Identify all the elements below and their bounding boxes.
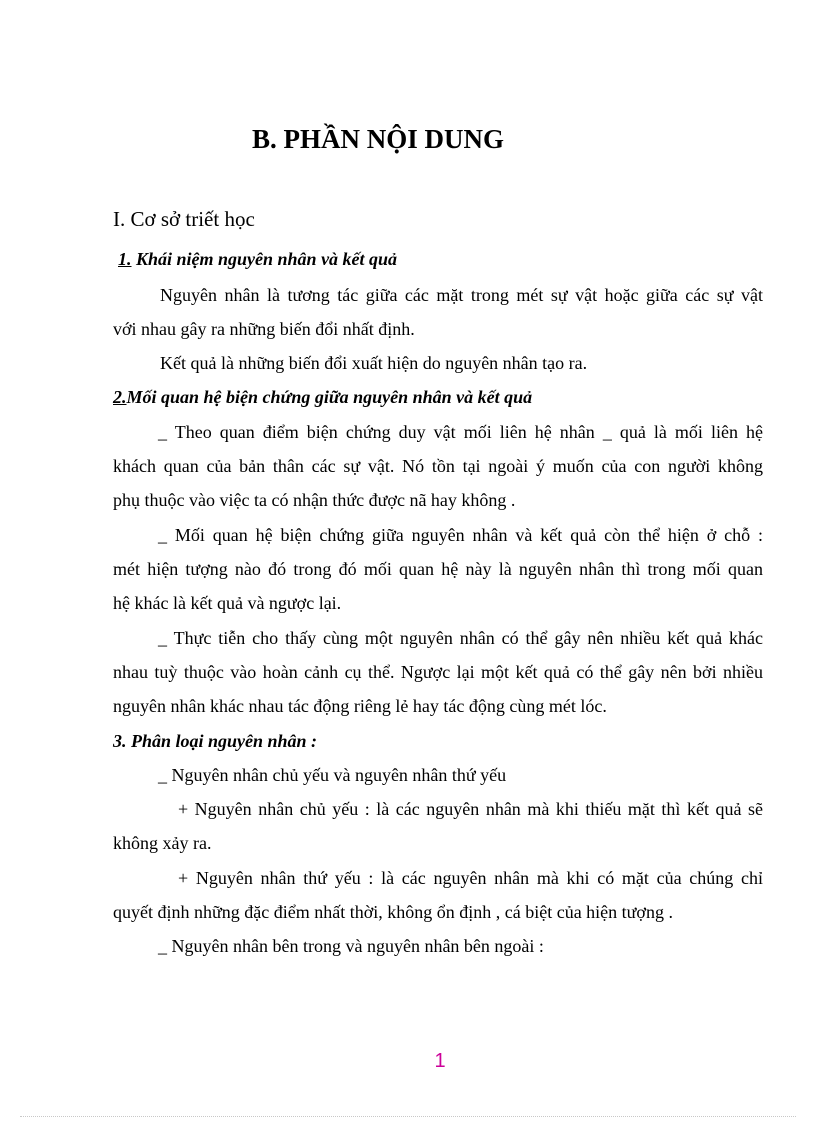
subheading-1-number: 1.: [118, 249, 132, 269]
paragraph-3-line-2: khách quan của bản thân các sự vật. Nó tồn tại ngoài ý muốn của con người không: [113, 456, 763, 476]
paragraph-4-line-3: hệ khác là kết quả và ngược lại.: [113, 593, 342, 613]
paragraph-7-line-1: + Nguyên nhân chủ yếu : là các nguyên nhân mà khi thiếu mặt thì kết quả sẽ: [178, 799, 763, 819]
paragraph-4-line-1: _ Mối quan hệ biện chứng giữa nguyên nhân và kết quả còn thể hiện ở chỗ :: [158, 525, 763, 545]
subheading-2: [113, 384, 763, 410]
paragraph-9-line-1: _ Nguyên nhân bên trong và nguyên nhân bên ngoài :: [158, 936, 544, 956]
paragraph-3-line-1: _ Theo quan điểm biện chứng duy vật mối liên hệ nhân _ quả là mối liên hệ: [158, 422, 763, 442]
paragraph-4-line-2: mét hiện tượng nào đó trong đó mối quan hệ này là nguyên nhân thì trong mối quan: [113, 559, 763, 579]
subheading-1-text: Khái niệm nguyên nhân và kết quả: [131, 249, 398, 269]
section-heading: I. Cơ sở triết học: [113, 207, 255, 231]
subheading-2-text: Mối quan hệ biện chứng giữa nguyên nhân và kết quả: [126, 387, 533, 407]
page-title: B. PHẦN NỘI DUNG: [251, 124, 504, 154]
paragraph-7-line-2: không xảy ra.: [113, 833, 212, 853]
paragraph-5-line-2: nhau tuỳ thuộc vào hoàn cảnh cụ thể. Ngược lại một kết quả có thể gây nên bởi nhiều: [113, 662, 763, 682]
paragraph-5-line-3: nguyên nhân khác nhau tác động riêng lẻ hay tác động cùng mét lóc.: [113, 696, 607, 716]
paragraph-1-line-1: Nguyên nhân là tương tác giữa các mặt trong mét sự vật hoặc giữa các sự vật: [160, 285, 763, 305]
subheading-3: 3. Phân loại nguyên nhân :: [113, 731, 318, 751]
paragraph-8-line-1: + Nguyên nhân thứ yếu : là các nguyên nhân mà khi có mặt của chúng chỉ: [178, 868, 763, 888]
paragraph-2-line-1: Kết quả là những biến đổi xuất hiện do nguyên nhân tạo ra.: [160, 353, 588, 373]
paragraph-6-line-1: _ Nguyên nhân chủ yếu và nguyên nhân thứ yếu: [158, 765, 507, 785]
page-number: 1: [434, 1050, 446, 1072]
page-bottom-divider: [20, 1116, 796, 1117]
paragraph-1-line-2: với nhau gây ra những biến đổi nhất định.: [113, 319, 415, 339]
subheading-1: [118, 246, 768, 272]
paragraph-8-line-2: quyết định những đặc điểm nhất thời, không ổn định , cá biệt của hiện tượng .: [113, 902, 673, 922]
paragraph-5-line-1: _ Thực tiễn cho thấy cùng một nguyên nhân có thể gây nên nhiều kết quả khác: [158, 628, 763, 648]
subheading-2-number: 2.: [113, 387, 127, 407]
paragraph-3-line-3: phụ thuộc vào việc ta có nhận thức được nã hay không .: [113, 490, 516, 510]
